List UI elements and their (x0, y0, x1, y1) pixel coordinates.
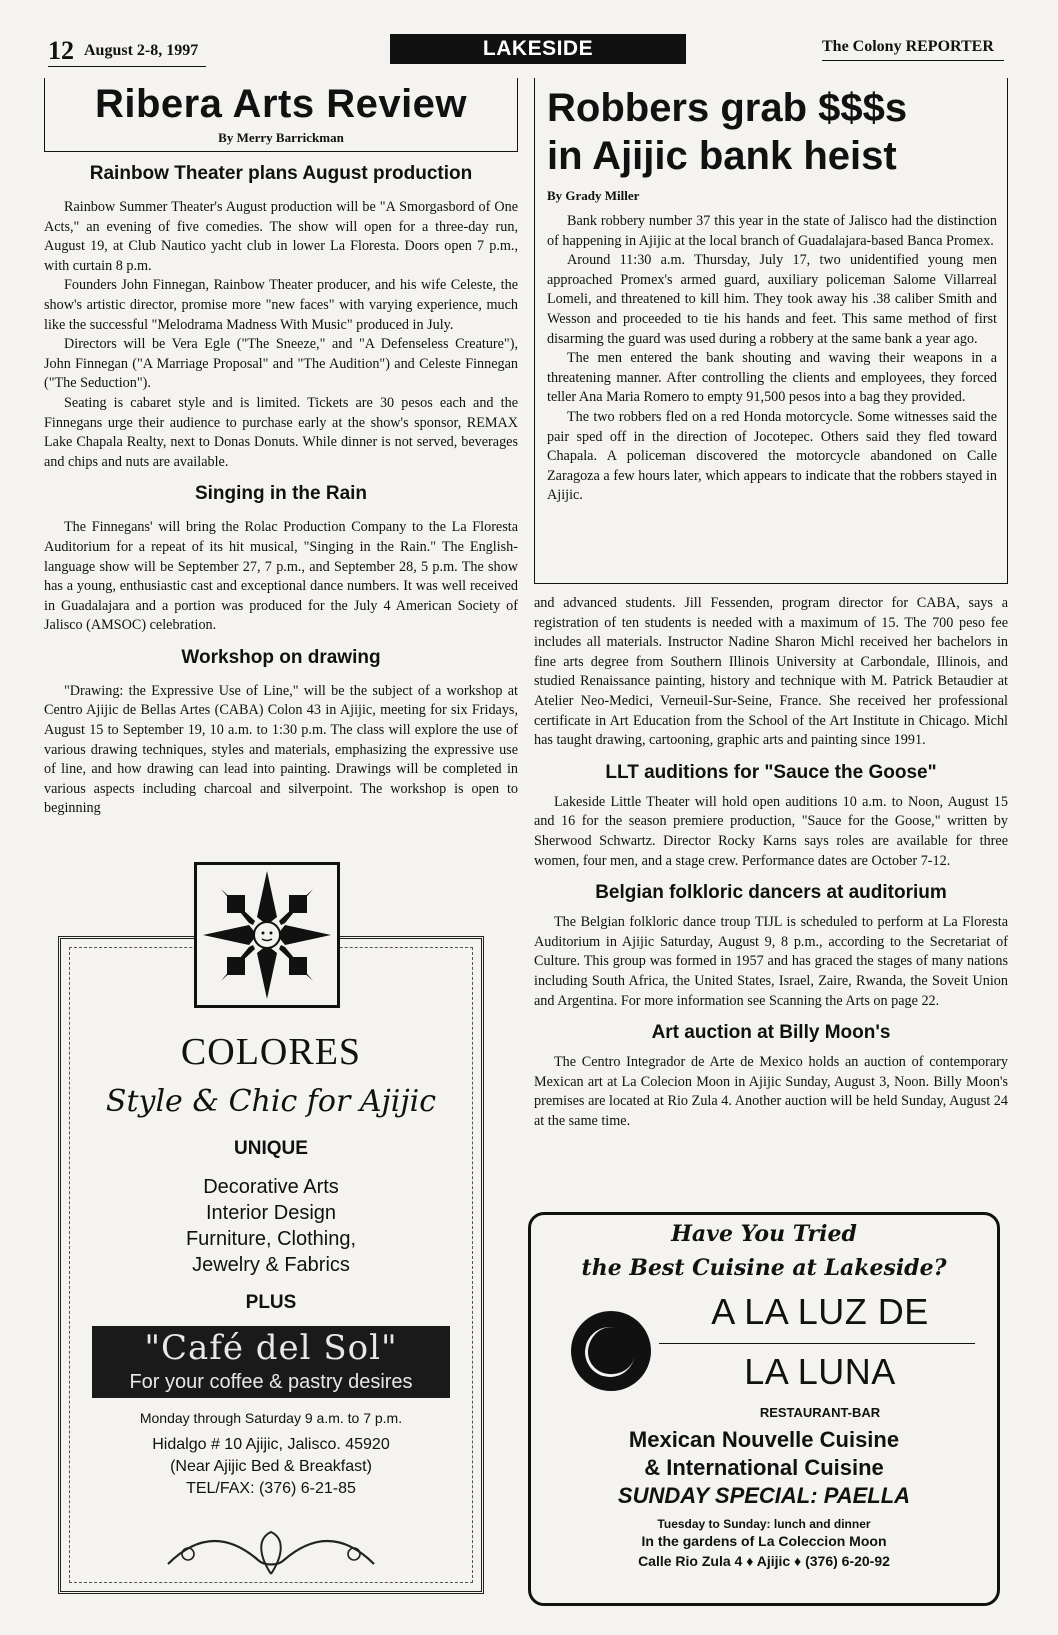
belgian-heading: Belgian folkloric dancers at auditorium (595, 882, 947, 904)
robbers-title-line2: in Ajijic bank heist (547, 134, 897, 178)
paragraph: The Centro Integrador de Arte de Mexico holds an auction of contemporary Mexican art at La Colecion Moon in Ajijic Sunday, August 3, Noon. Billy Moon's premises are located at Rio Zula 4. Another auction will be held Sunday, August 24 at the same time. (534, 1054, 1008, 1129)
cafe-name: "Café del Sol" (144, 1328, 398, 1368)
header-rule-right (822, 60, 1004, 61)
colores-address (58, 1434, 484, 1500)
paragraph: The Belgian folkloric dance troup TIJL is scheduled to perform at La Floresta Auditorium in Ajijic Saturday, August 9, 8 p.m., according to the Secretariat of Culture. This group was formed in 1957 and has graced the stages of many nations including South Africa, the United States, Israel, Zaire, Rwanda, the Soveit Union and Argentina. For more information see Scanning the Arts on page 22. (534, 914, 1008, 1009)
robbers-title-line1: Robbers grab $$$s (547, 86, 908, 130)
rainbow-heading: Rainbow Theater plans August production (89, 163, 473, 184)
robbers-body (547, 212, 997, 506)
llt-body (534, 793, 1008, 871)
robbers-byline: By Grady Miller (547, 188, 640, 203)
paragraph: Rainbow Summer Theater's August production will be "A Smorgasbord of One Acts," an evening of five comedies. The show will open for a three-day run, August 19, at Club Nautico yacht club in lower La Floresta. Doors open 7 p.m., with curtain 8 p.m. (44, 199, 518, 274)
luna-hours: Tuesday to Sunday: lunch and dinner (657, 1517, 871, 1531)
address-line: TEL/FAX: (376) 6-21-85 (186, 1480, 356, 1497)
workshop-heading: Workshop on drawing (181, 646, 381, 668)
luna-address: Calle Rio Zula 4 ♦ Ajijic ♦ (376) 6-20-92 (638, 1553, 890, 1569)
luna-location: In the gardens of La Coleccion Moon (641, 1533, 887, 1549)
belgian-body (534, 913, 1008, 1011)
paragraph: Around 11:30 a.m. Thursday, July 17, two unidentified young men approached Promex's armed guard, auxiliary policeman Salome Villarreal Lomeli, and threatened to kill him. They took away his .38 caliber Smith and Wesson and proceeded to tie his hands and feet. This same method of first disarming the guard was used during a robbery at the same bank a year ago. (547, 252, 997, 347)
issue-date: August 2-8, 1997 (84, 42, 199, 59)
sun-flower-icon (197, 865, 337, 1005)
luna-tagline-1: Have You Tried (671, 1221, 857, 1247)
paragraph: The men entered the bank shouting and waving their weapons in a threatening manner. After controlling the clients and employees, they forced teller Ana Maria Romero to empty 91,500 pesos into a bag they provided. (547, 350, 997, 406)
colores-items (58, 1174, 484, 1278)
auction-body (534, 1053, 1008, 1131)
paragraph: "Drawing: the Expressive Use of Line," will be the subject of a workshop at Centro Ajijic de Bellas Artes (CABA) Colon 43 in Ajijic, meeting for six Fridays, August 15 to September 19, 10 a.m. to 1:30 p.m. The class will explore the use of various drawing techniques, styles and materials, emphasizing the expressive use of line, and how drawing can lead into painting. Drawings will be completed in various aspects including charcoal and silverpoint. The workshop is open to beginning (44, 682, 518, 817)
luna-name-2: LA LUNA (744, 1351, 896, 1392)
ribera-headline-box (44, 78, 518, 152)
paragraph: Lakeside Little Theater will hold open auditions 10 a.m. to Noon, August 15 and 16 for the season premiere production, "Sauce for the Goose," written by Sherwood Schwartz. Director Rocky Karns says roles are available for three women, four men, and a stage crew. Performance dates are October 7-12. (534, 793, 1008, 869)
address-line: Hidalgo # 10 Ajijic, Jalisco. 45920 (152, 1436, 390, 1453)
header-rule-left (48, 66, 206, 67)
page-number: 12 (48, 36, 74, 65)
ribera-title: Ribera Arts Review (94, 82, 468, 126)
paragraph: The Finnegans' will bring the Rolac Production Company to the La Floresta Auditorium for a repeat of its hit musical, "Singing in the Rain." The English-language show will be September 27, 7 p.m., and September 28, 5 p.m. The show has a young, enthusiastic cast and exceptional dance numbers. It was well received in Guadalajara and a portion was produced for the July 4 American Society of Jalisco (AMSOC) celebration. (44, 519, 518, 634)
rainbow-body (44, 198, 518, 472)
paragraph: Directors will be Vera Egle ("The Sneeze," and "A Defenseless Creature"), John Finnegan ("A Marriage Proposal" and "The Audition") and Celeste Finnegan ("The Seduction"). (44, 336, 518, 392)
paragraph: Founders John Finnegan, Rainbow Theater producer, and his wife Celeste, the show's artistic director, promise more "new faces" with varying experience, much like the successful "Melodrama Madness With Music" produced in July. (44, 277, 518, 333)
la-luna-ad (528, 1212, 1000, 1606)
paper-name: The Colony REPORTER (822, 38, 994, 55)
luna-name-1: A LA LUZ DE (711, 1291, 929, 1332)
colores-ad (58, 862, 484, 1598)
flourish-ornament-icon (158, 1524, 384, 1584)
workshop-body (44, 682, 518, 819)
right-column (534, 78, 1008, 1131)
colores-hours: Monday through Saturday 9 a.m. to 7 p.m. (139, 1410, 403, 1426)
list-item: Jewelry & Fabrics (192, 1254, 350, 1276)
robbers-article-box (534, 78, 1008, 584)
address-line: (Near Ajijic Bed & Breakfast) (170, 1458, 372, 1475)
left-column (44, 78, 518, 819)
list-item: Furniture, Clothing, (185, 1228, 357, 1250)
ribera-byline: By Merry Barrickman (218, 130, 344, 145)
paragraph: The two robbers fled on a red Honda motorcycle. Some witnesses said the pair sped off in the direction of Jocotepec. Others said they fled toward Chapala. A policeman discovered the motorcycle abandoned on Calle Zaragoza a few hours later, which appears to indicate that the robbers stayed in Ajijic. (547, 408, 997, 504)
cafe-subtitle: For your coffee & pastry desires (129, 1371, 413, 1393)
colores-tagline: Style & Chic for Ajijic (105, 1084, 437, 1119)
colores-name: COLORES (180, 1031, 362, 1073)
paragraph: Seating is cabaret style and is limited. Tickets are 30 pesos each and the Finnegans urge their audience to purchase early at the show's sponsor, REMAX Lake Chapala Realty, next to Donas Donuts. While dinner is not served, beverages and chips and nuts are available. (44, 394, 518, 470)
workshop-continued (534, 594, 1008, 751)
section-banner: LAKESIDE (390, 34, 686, 64)
luna-cuisine-1: Mexican Nouvelle Cuisine (628, 1427, 900, 1452)
luna-cuisine-2: & International Cuisine (644, 1455, 884, 1480)
colores-logo (194, 862, 340, 1008)
list-item: Interior Design (205, 1202, 337, 1224)
singing-heading: Singing in the Rain (194, 483, 368, 505)
paragraph: Bank robbery number 37 this year in the state of Jalisco had the distinction of happening in Ajijic at the local branch of Guadalajara-based Banca Promex. (547, 213, 997, 249)
luna-type: RESTAURANT-BAR (759, 1405, 881, 1420)
singing-body (44, 518, 518, 636)
colores-plus: PLUS (245, 1292, 297, 1313)
cafe-banner (92, 1326, 450, 1398)
list-item: Decorative Arts (203, 1176, 339, 1198)
colores-unique: UNIQUE (234, 1138, 308, 1159)
llt-heading: LLT auditions for "Sauce the Goose" (605, 761, 937, 783)
luna-special: SUNDAY SPECIAL: PAELLA (617, 1483, 911, 1508)
luna-rule (659, 1343, 975, 1344)
luna-tagline-2: the Best Cuisine at Lakeside? (581, 1255, 947, 1281)
auction-heading: Art auction at Billy Moon's (651, 1022, 891, 1044)
paragraph: and advanced students. Jill Fessenden, program director for CABA, says a registration of ten students is needed with a maximum of 15. The 700 peso fee includes all materials. Instructor Nadine Sharon Michl received her bachelors in fine arts degree from Southern Illinois University at Carbondale, Illinois, and studied Renaissance painting, history and technique with M. Patrick Betaudier at Atelier Neo-Medici, Verneuil-Sur-Seine, France. She received her professional certificate in Art Education from the School of the Art Institute in Chicago. Michl has taught drawing, cartooning, graphic arts and painting since 1991. (534, 595, 1008, 749)
